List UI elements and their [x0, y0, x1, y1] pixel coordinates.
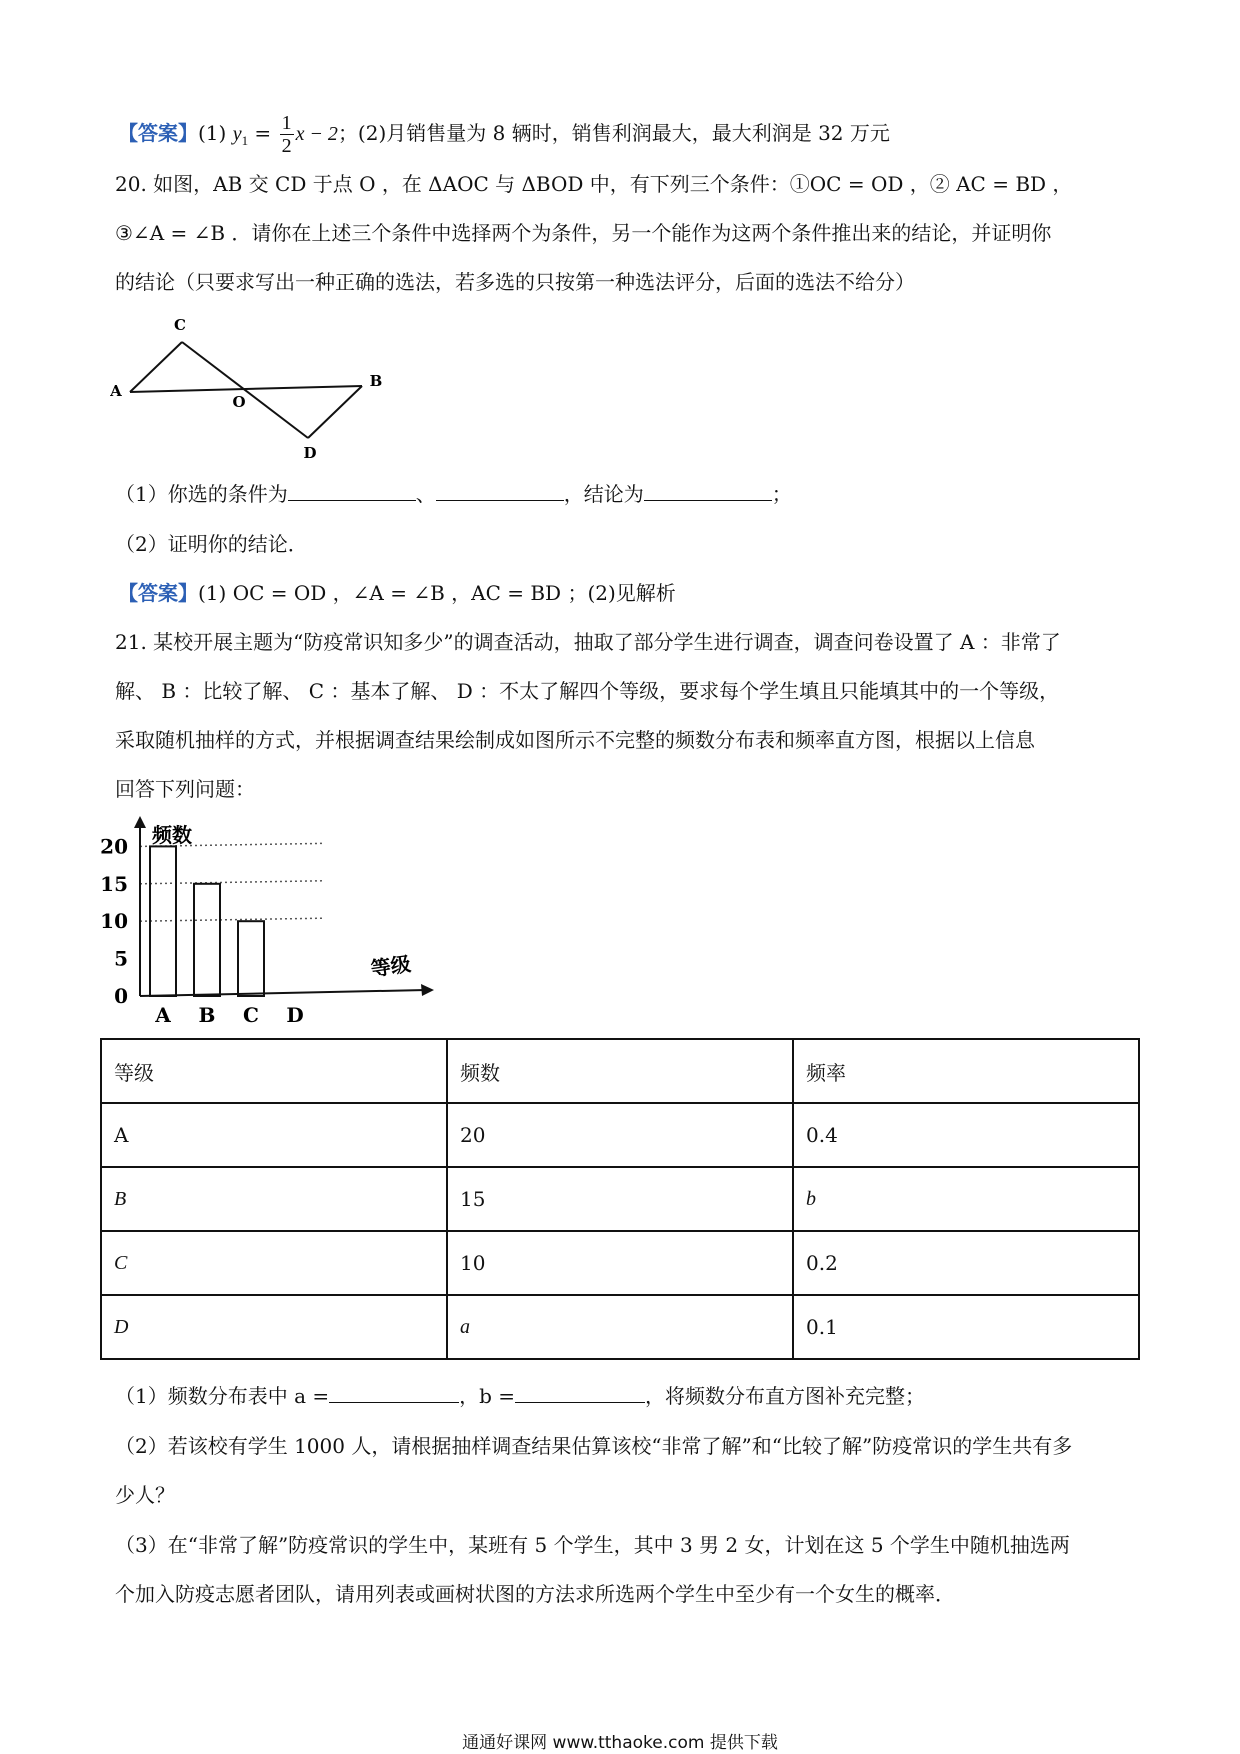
q19-y-symbol: y [232, 123, 242, 145]
q21-sub1-end: ，将频数分布直方图补充完整； [645, 1384, 926, 1408]
table-cell: D [101, 1295, 447, 1359]
q20-sub1-end: ； [771, 482, 792, 506]
table-row [101, 1231, 1139, 1295]
q21-sub1-mid: ，b = [459, 1384, 516, 1408]
x-axis-label: 等级 [369, 951, 413, 981]
table-header-cell: 频数 [447, 1039, 793, 1103]
label-c: C [174, 316, 186, 334]
q20-geometry-figure [108, 312, 398, 462]
y-tick-label: 20 [100, 834, 128, 859]
y-tick-label: 10 [100, 909, 128, 934]
q19-rest-math: x − 2 [295, 123, 338, 145]
x-axis-arrow [421, 984, 434, 996]
label-b: B [369, 372, 383, 390]
x-tick-label: D [286, 1003, 304, 1027]
table-cell: 0.4 [793, 1103, 1139, 1167]
answer-blank-1[interactable] [288, 480, 416, 501]
table-cell: 20 [447, 1103, 793, 1167]
label-o: O [232, 393, 246, 411]
q20-sub1-prefix: （1）你选的条件为 [115, 482, 288, 506]
table-cell: a [447, 1295, 793, 1359]
q20-answer-text: (1) OC = OD ，∠A = ∠B ，AC = BD ；(2)见解析 [198, 581, 676, 605]
x-tick-label: B [198, 1003, 216, 1027]
table-row [101, 1167, 1139, 1231]
histogram-bar-a [150, 846, 176, 996]
table-row [101, 1103, 1139, 1167]
x-tick-label: C [243, 1003, 259, 1027]
q21-line4: 回答下列问题： [115, 777, 255, 801]
table-cell: 15 [447, 1167, 793, 1231]
q21-sub3-line1: （3）在“非常了解”防疫常识的学生中，某班有 5 个学生，其中 3 男 2 女，计划在这 5 个学生中随机抽选两 [115, 1533, 1070, 1557]
q20-line3: 的结论（只要求写出一种正确的选法，若多选的只按第一种选法评分，后面的选法不给分） [115, 270, 915, 294]
table-cell: B [101, 1167, 447, 1231]
q19-frac-denominator: 2 [281, 135, 292, 157]
table-header-cell: 等级 [101, 1039, 447, 1103]
q20-answer-line [118, 579, 676, 607]
q20-sub1-sep: 、 [415, 482, 436, 506]
answer-blank-b[interactable] [515, 1382, 645, 1403]
q19-equals: = [248, 121, 278, 145]
q20-line1: 20. 如图，AB 交 CD 于点 O ，在 ΔAOC 与 ΔBOD 中，有下列三个条件：①OC = OD ，② AC = BD ， [115, 172, 1073, 196]
histogram-bar-b [194, 884, 220, 996]
y-axis-arrow [134, 816, 146, 828]
table-header-row [101, 1039, 1139, 1103]
answer-tag: 【答案】 [118, 121, 198, 145]
page-footer: 通通好课网 www.tthaoke.com 提供下载 [462, 1733, 778, 1753]
q20-sub1-mid: ，结论为 [563, 482, 644, 506]
grid-line [140, 918, 322, 921]
histogram-bar-c [238, 921, 264, 996]
table-header-cell: 频率 [793, 1039, 1139, 1103]
grid-line [140, 881, 322, 884]
q20-sub1 [115, 480, 792, 508]
answer-blank-a[interactable] [329, 1382, 459, 1403]
label-d: D [303, 444, 317, 462]
q19-fraction [280, 112, 294, 157]
table-cell: A [101, 1103, 447, 1167]
table-cell: 0.2 [793, 1231, 1139, 1295]
y-axis-label: 频数 [152, 823, 192, 847]
q21-line3: 采取随机抽样的方式，并根据调查结果绘制成如图所示不完整的频数分布表和频率直方图，根据以上信息 [115, 728, 1035, 752]
frequency-table [100, 1038, 1140, 1360]
x-axis [140, 990, 426, 996]
x-tick-label: A [155, 1003, 171, 1027]
label-a: A [110, 382, 122, 400]
q20-sub2: （2）证明你的结论． [115, 532, 308, 556]
table-cell: b [793, 1167, 1139, 1231]
q21-sub2-line1: （2）若该校有学生 1000 人，请根据抽样调查结果估算该校“非常了解”和“比较了解”防疫常识的学生共有多 [115, 1434, 1073, 1458]
frequency-histogram [100, 812, 448, 1032]
q19-frac-numerator: 1 [281, 112, 292, 134]
q21-sub1 [115, 1382, 925, 1410]
q21-sub2-line2: 少人？ [115, 1483, 175, 1507]
q19-answer-line [118, 112, 890, 157]
q19-rest-text: ；(2)月销售量为 8 辆时，销售利润最大，最大利润是 32 万元 [337, 121, 890, 145]
q21-line1: 21. 某校开展主题为“防疫常识知多少”的调查活动，抽取了部分学生进行调查，调查问卷设置了 A ：非常了 [115, 630, 1061, 654]
table-cell: 10 [447, 1231, 793, 1295]
q20-line2: ③∠A = ∠B ．请你在上述三个条件中选择两个为条件，另一个能作为这两个条件推出来的结论，并证明你 [115, 221, 1052, 245]
q21-line2: 解、 B ：比较了解、 C ：基本了解、 D ：不太了解四个等级，要求每个学生填且只能填其中的一个等级， [115, 679, 1060, 703]
q21-sub3-line2: 个加入防疫志愿者团队，请用列表或画树状图的方法求所选两个学生中至少有一个女生的概率． [115, 1582, 955, 1606]
table-cell: C [101, 1231, 447, 1295]
table-cell: 0.1 [793, 1295, 1139, 1359]
q21-sub1-prefix: （1）频数分布表中 a = [115, 1384, 330, 1408]
y-tick-label: 15 [100, 871, 128, 896]
answer-tag: 【答案】 [118, 581, 198, 605]
y-tick-label: 5 [114, 946, 128, 971]
answer-blank-3[interactable] [644, 480, 772, 501]
answer-blank-2[interactable] [436, 480, 564, 501]
q19-part1-prefix: (1) [198, 121, 233, 145]
y-tick-label: 0 [114, 984, 128, 1008]
q19-y-subscript: 1 [241, 133, 249, 148]
table-row [101, 1295, 1139, 1359]
